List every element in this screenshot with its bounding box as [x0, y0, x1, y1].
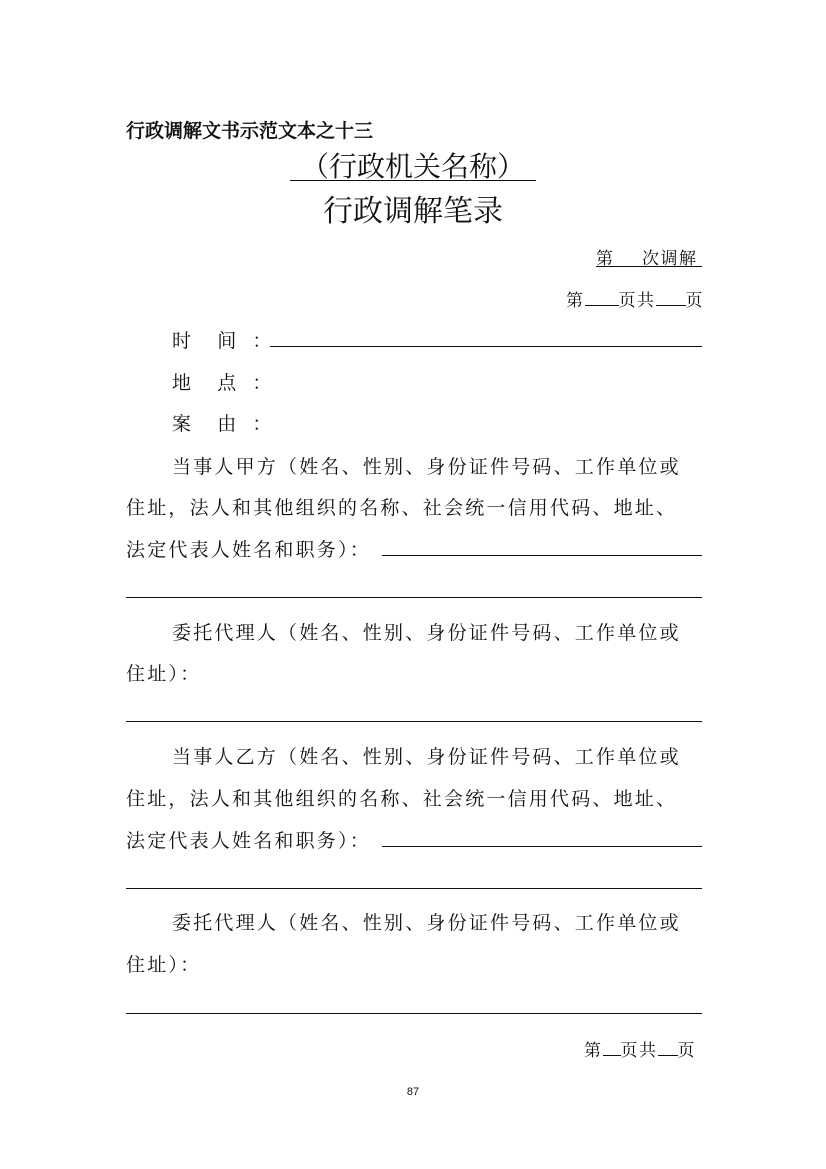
agent-b-field-line[interactable]	[126, 1013, 702, 1014]
session-prefix: 第	[596, 249, 615, 269]
agent-a-line-2: 住址）：	[126, 663, 202, 685]
cause-label: 案 由 ：	[172, 413, 274, 435]
place-label: 地 点 ：	[172, 372, 274, 394]
party-b-line-3: 法定代表人姓名和职务）：	[126, 830, 371, 852]
agency-name-underline	[290, 180, 536, 181]
page-total-blank[interactable]	[656, 287, 686, 306]
page-current-blank[interactable]	[585, 287, 619, 306]
page-prefix: 第	[584, 1041, 603, 1061]
agent-a-field-line[interactable]	[126, 721, 702, 722]
party-a-line-1: 当事人甲方（姓名、性别、身份证件号码、工作单位或	[172, 456, 681, 478]
time-label: 时 间 ：	[172, 330, 274, 352]
party-b-line-2: 住址，法人和其他组织的名称、社会统一信用代码、地址、	[126, 788, 678, 810]
document-series-header: 行政调解文书示范文本之十三	[126, 120, 374, 142]
session-suffix: 次调解	[642, 249, 698, 269]
page-middle: 页共	[618, 291, 656, 311]
page-prefix: 第	[566, 291, 585, 311]
agent-a-line-1: 委托代理人（姓名、性别、身份证件号码、工作单位或	[172, 622, 681, 644]
agency-name: （行政机关名称）	[300, 150, 525, 183]
time-field-line[interactable]	[270, 346, 702, 347]
page-current-blank[interactable]	[603, 1037, 621, 1056]
page-number: 87	[406, 1086, 420, 1098]
party-a-field-line-2[interactable]	[126, 597, 702, 598]
page-suffix: 页	[685, 291, 704, 311]
page-count-top	[566, 286, 704, 311]
page-middle: 页共	[620, 1041, 658, 1061]
party-a-field-line-1[interactable]	[382, 555, 702, 556]
agent-b-line-1: 委托代理人（姓名、性别、身份证件号码、工作单位或	[172, 912, 681, 934]
page-suffix: 页	[677, 1041, 696, 1061]
agent-b-line-2: 住址）：	[126, 954, 202, 976]
page-count-bottom	[584, 1036, 696, 1061]
document-title: 行政调解笔录	[323, 194, 503, 229]
page-total-blank[interactable]	[658, 1037, 678, 1056]
session-field[interactable]	[596, 244, 702, 267]
party-b-field-line-2[interactable]	[126, 888, 702, 889]
party-b-line-1: 当事人乙方（姓名、性别、身份证件号码、工作单位或	[172, 746, 681, 768]
party-b-field-line-1[interactable]	[382, 846, 702, 847]
party-a-line-2: 住址，法人和其他组织的名称、社会统一信用代码、地址、	[126, 497, 678, 519]
party-a-line-3: 法定代表人姓名和职务）：	[126, 539, 371, 561]
